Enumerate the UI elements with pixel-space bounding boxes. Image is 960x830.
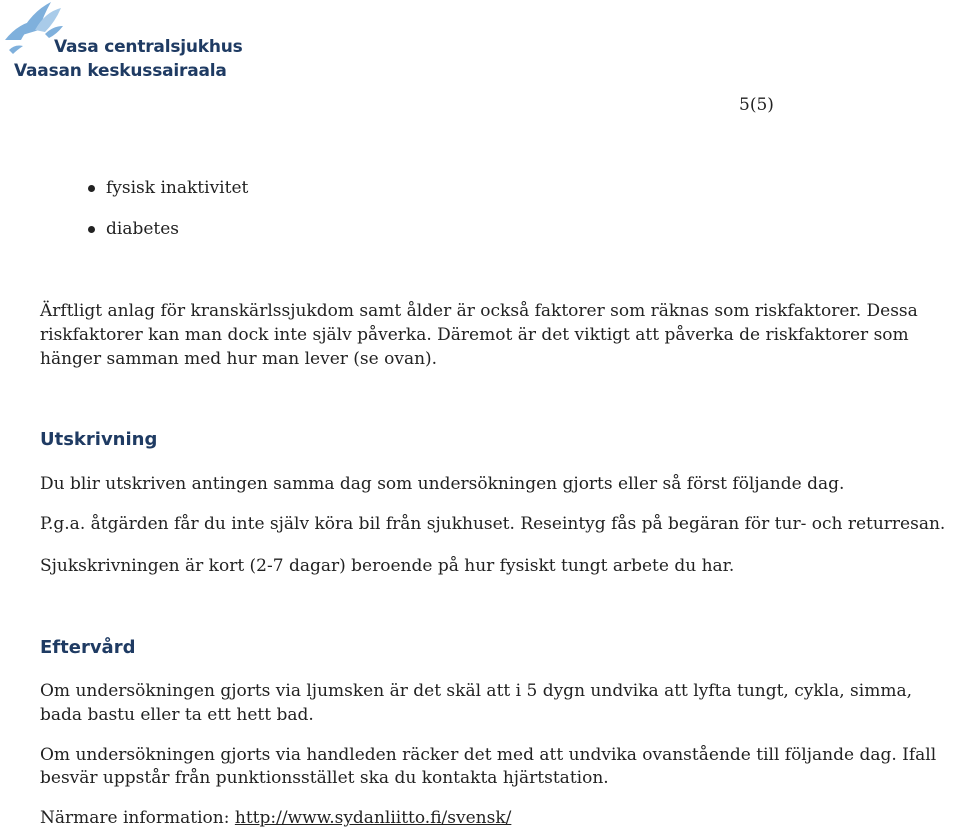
intro-paragraph-line-2: riskfaktorer kan man dock inte själv påverka. Däremot är det viktigt att påverka de riskfaktorer som [40,325,909,345]
eftervard-paragraph-2-line-2: besvär uppstår från punktionsstället ska du kontakta hjärtstation. [40,768,609,788]
logo-text-swedish: Vasa centralsjukhus [54,37,243,57]
logo-text-finnish: Vaasan keskussairaala [14,61,227,81]
utskrivning-paragraph-1: Du blir utskriven antingen samma dag som undersökningen gjorts eller så först följande dag. [40,474,845,494]
utskrivning-paragraph-3: Sjukskrivningen är kort (2-7 dagar) beroende på hur fysiskt tungt arbete du har. [40,556,735,576]
eftervard-paragraph-2-line-1: Om undersökningen gjorts via handleden räcker det med att undvika ovanstående till följande dag. Ifall [40,745,937,765]
intro-paragraph-line-3: hänger samman med hur man lever (se ovan). [40,349,438,369]
hospital-logo [5,0,245,82]
list-item [86,218,248,240]
more-info-label: Närmare information: [40,808,235,828]
section-heading-eftervard: Eftervård [40,637,136,658]
list-item-text: diabetes [106,219,180,239]
sydanliitto-link[interactable]: http://www.sydanliitto.fi/svensk/ [234,808,512,828]
eftervard-paragraph-1-line-2: bada bastu eller ta ett hett bad. [40,705,314,725]
bullet-icon [88,226,95,233]
risk-factor-list [86,177,248,259]
more-info-line [40,806,511,830]
eftervard-paragraph-1-line-1: Om undersökningen gjorts via ljumsken är det skäl att i 5 dygn undvika att lyfta tungt, cykla, simma, [40,681,912,701]
page-number: 5(5) [739,95,774,115]
list-item-text: fysisk inaktivitet [106,178,249,198]
list-item [86,177,248,199]
section-heading-utskrivning: Utskrivning [40,429,158,450]
bullet-icon [88,185,95,192]
intro-paragraph-line-1: Ärftligt anlag för kranskärlssjukdom samt ålder är också faktorer som räknas som riskfaktorer. Dessa [40,301,918,321]
utskrivning-paragraph-2: P.g.a. åtgärden får du inte själv köra bil från sjukhuset. Reseintyg fås på begäran för tur- och returresan. [40,514,946,534]
